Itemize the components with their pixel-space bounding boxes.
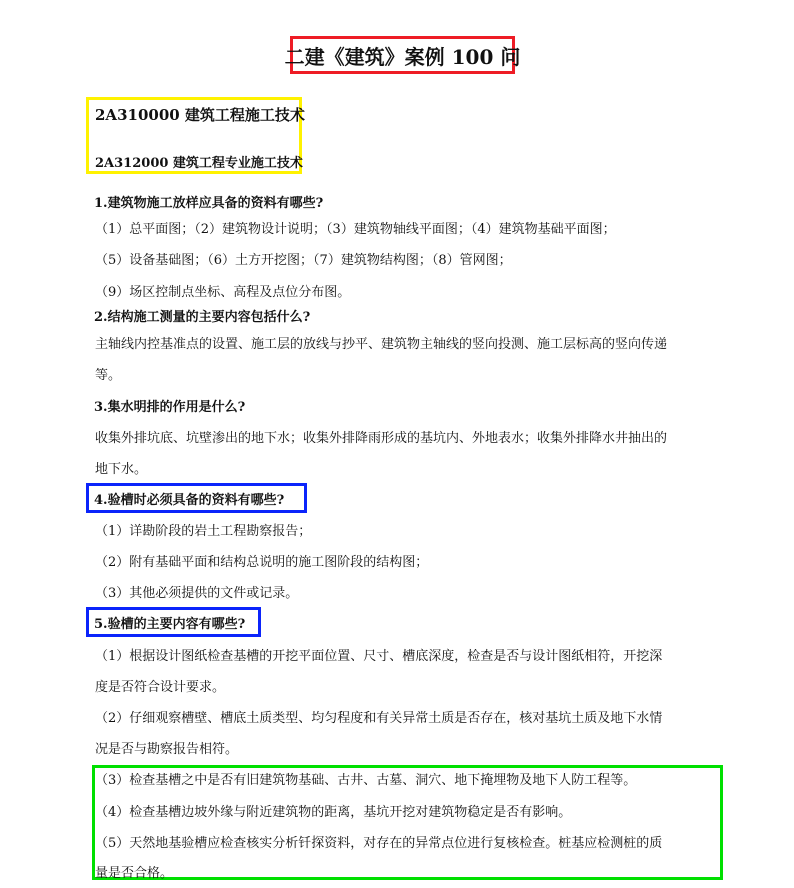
- question-3-heading: 3.集水明排的作用是什么?: [94, 400, 246, 415]
- document-title: 二建《建筑》案例 100 问: [284, 44, 521, 69]
- section-heading: 2A312000 建筑工程专业施工技术: [95, 156, 303, 171]
- question-2-line: 主轴线内控基准点的设置、施工层的放线与抄平、建筑物主轴线的竖向投测、施工层标高的竖向传递: [95, 337, 668, 352]
- question-5-line: （1）根据设计图纸检查基槽的开挖平面位置、尺寸、槽底深度，检查是否与设计图纸相符，开挖深: [95, 649, 663, 664]
- question-2-line: 等。: [95, 368, 122, 383]
- question-2-heading: 2.结构施工测量的主要内容包括什么?: [94, 310, 311, 325]
- question-4-line: （3）其他必须提供的文件或记录。: [95, 586, 299, 601]
- question-5-line: 度是否符合设计要求。: [95, 680, 226, 695]
- question-5-line: （5）天然地基验槽应检查核实分析钎探资料，对存在的异常点位进行复核检查。桩基应检测桩的质: [95, 836, 663, 851]
- question-3-line: 地下水。: [95, 462, 148, 477]
- question-5-line: （2）仔细观察槽壁、槽底土质类型、均匀程度和有关异常土质是否存在，核对基坑土质及地下水情: [95, 711, 663, 726]
- question-1-line: （1）总平面图；（2）建筑物设计说明；（3）建筑物轴线平面图；（4）建筑物基础平面图；: [95, 222, 616, 237]
- question-1-line: （9）场区控制点坐标、高程及点位分布图。: [95, 285, 351, 300]
- question-4-line: （1）详勘阶段的岩土工程勘察报告；: [95, 524, 312, 539]
- question-5-heading: 5.验槽的主要内容有哪些?: [94, 617, 246, 632]
- question-5-line: 况是否与勘察报告相符。: [95, 742, 239, 757]
- question-4-line: （2）附有基础平面和结构总说明的施工图阶段的结构图；: [95, 555, 429, 570]
- question-3-line: 收集外排坑底、坑壁渗出的地下水；收集外排降雨形成的基坑内、外地表水；收集外排降水井抽出的: [95, 431, 668, 446]
- question-1-line: （5）设备基础图；（6）土方开挖图；（7）建筑物结构图；（8）管网图；: [95, 253, 512, 268]
- question-4-heading: 4.验槽时必须具备的资料有哪些?: [94, 493, 285, 508]
- question-5-line: 量是否合格。: [95, 866, 174, 881]
- question-5-line: （3）检查基槽之中是否有旧建筑物基础、古井、古墓、洞穴、地下掩埋物及地下人防工程等。: [95, 773, 637, 788]
- chapter-heading: 2A310000 建筑工程施工技术: [95, 106, 305, 124]
- question-1-heading: 1.建筑物施工放样应具备的资料有哪些?: [94, 196, 324, 211]
- title-highlight-box: [284, 36, 521, 74]
- question-5-line: （4）检查基槽边坡外缘与附近建筑物的距离，基坑开挖对建筑物稳定是否有影响。: [95, 805, 572, 820]
